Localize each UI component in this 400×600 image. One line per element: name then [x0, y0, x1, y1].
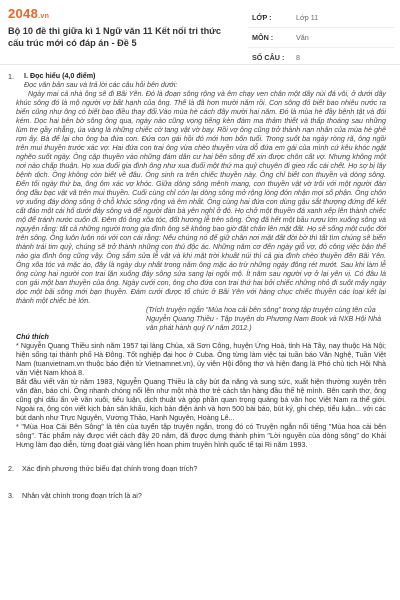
meta-value: Văn: [296, 33, 309, 42]
meta-table: [248, 8, 394, 67]
logo-main: 2048: [8, 6, 39, 21]
document-title: Bộ 10 đề thi giữa kì 1 Ngữ văn 11 Kết nối tri thức cấu trúc mới có đáp án - Đề 5: [8, 26, 221, 48]
passage-source: (Trích truyện ngắn “Mùa hoa cải bên sông” trong tập truyện cùng tên của Nguyễn Quang Thiều - Tập truyện do Phương Nam Book và NXB Hội Nhà văn phát hành quý IV năm 2012.): [146, 306, 382, 332]
meta-row-subject: [248, 28, 394, 48]
site-logo[interactable]: [8, 6, 49, 21]
question-text: Xác định phương thức biểu đạt chính trong đoạn trích?: [22, 464, 198, 473]
meta-value: Lớp 11: [296, 13, 319, 22]
question-item: [0, 72, 400, 450]
question-item: [0, 464, 400, 473]
question-item: [0, 491, 400, 500]
question-list: [0, 72, 400, 500]
note-paragraph: Bắt đầu viết văn từ năm 1983, Nguyễn Quang Thiều là cây bút đa năng và sung sức, xuất hiện thường xuyên trên văn đàn, báo chí. Ông nhanh chóng nổi lên như một nhà thơ trẻ cách tân hàng đầu thế hệ mình. Bên cạnh thơ, ông cũng ghi dấu ấn về văn xuôi, tiểu luận, dịch thuật và góp phần quan trọng quảng bá văn học Việt Nam ra thế giới. Ngoài ra, ông còn viết kịch bản sân khấu, kịch bản điện ảnh và hơn 500 bài báo, bút ký, ghi chép, tiểu luận... với các bút danh như Trực Nguyên, Vương Thảo, Hạnh Nguyên, Hoàng Lê...: [16, 378, 386, 422]
note-paragraph: * "Mùa Hoa Cải Bên Sông" là tên của tuyển tập truyện ngắn, trong đó có Truyện ngắn nổi tiếng "Mùa hoa cải bên sông". Tác phẩm này được viết cách đây 20 năm, đã được dựng thành phim "Lời nguyền của dòng sông" do Khải Hưng làm đạo diễn, từng đoạt giải vàng liên hoan phim truyền hình quốc tế tại Ri năm 1993.: [16, 423, 386, 449]
meta-value: 8: [296, 53, 300, 62]
meta-key: LỚP :: [252, 13, 272, 22]
meta-key: MÔN :: [252, 33, 274, 42]
meta-row-count: [248, 48, 394, 67]
section-title: I. Đọc hiểu (4,0 điểm): [24, 72, 96, 80]
instruction: Đọc văn bản sau và trả lời các câu hỏi bên dưới:: [24, 81, 178, 89]
question-number: 2.: [8, 464, 14, 473]
meta-row-class: [248, 8, 394, 28]
question-text: Nhân vật chính trong đoạn trích là ai?: [22, 491, 142, 500]
logo-suffix: .vn: [38, 13, 50, 20]
page-header: [0, 0, 400, 65]
notes-title: Chú thích: [16, 333, 49, 341]
passage-paragraph: Ngày mai cả nhà ông sẽ đi Bãi Yên. Đó là đoạn sông rộng và êm chạy ven chân một dãy núi đá vôi, ở dưới dãy khúc sông đó là mộ người vợ bất hạnh của ông. Thế là đã hơn mười năm rồi. Con sông đỏ biết bao nhiêu nước ra biển cũng như ông có biết bao điều thay đổi.Vào mùa hè cách đây mười hai năm. Đó là mùa hè đầy bệnh tật và đói kém. Dọc hai bên bờ sông ông qua, ngày nào cũng vọng tiếng kèn đám ma thảm thiết và thấp thoáng sau những lùm tre gầy nhẵng, úa vàng là những chiếc cờ tang vật vờ bay. Rồi vợ ông cũng trở thành nạn nhân của mùa hè ghê rợn ấy. Bà để lại cho ông ba đứa con. Đứa con gái hồi đó mới hơn bốn tuổi. Trong suốt ba ngày ròng rã, ông ngồi trên mui thuyền trước xác vợ. Hai đứa con trai ông vừa chèo thuyền vừa dỗ đứa em gái của mình cứ kêu khóc ngặt nghẽo suốt ngày. Ông cặp thuyền vào những đám dân cư hai bên sông để xin được chôn cất vợ. Nhưng không một nơi nào chấp thuận. Họ xua đuổi gia đình ông như xua đuổi một thứ ma quỷ chuyên đi gieo rắc cái chết. Họ sợ bị lây bệnh dịch. Ông không còn biết về đâu. Ông sinh ra trên chiếc thuyền này. Ông chỉ biết con thuyền và dòng sông. Đến tối ngày thứ ba, ông ôm xác vợ khóc. Giữa dòng sông mênh mang, con thuyền vật vờ trôi với một người đàn ông đầu bạc vật vã trên mui thuyền. Cuối cùng chỉ còn lại dòng sông mở rộng lòng đón nhận mọi số phận. Ông chôn vợ xuống đáy dòng sông ở chỗ khúc sông rộng và êm nhất. Ông cùng hai đứa con dùng gậu sắt thượng đứng để kết cất đáo một cái hố dưới đáy sông và để người đàn bà yên nghỉ ở đó. Họ chở một thuyền đá xanh xếp lên thành chiếc mộ để tránh nước cuốn đi. Đêm đó ông xõa tóc, đốt hương lễ trên sông. Ông đã hết một bầu rượu lớn xuống sông và nguyện rằng: tất cả những người trong gia đình ông sẽ không bao giờ đặt chân lên mặt đất. Họ sẽ sống một cuộc đời trên sông. Ông luôn luôn nói với con cái rằng: Nếu chúng nó để giữ chân nơi mặt đất đời bờ thì tất tìm chúng sẽ biến thành trái tim quỷ, chúng sẽ trở thành những con thú độc ác. Những năm cơ đến ngày giỗ vợ, đó công việc bận thể nào gia đình ông cũng vậy. Ông sắm sửa lễ vật và khi mặt trời khuất núi thì cả gia đình chèo thuyền đến Bãi Yên. Ông xõa tóc và mặc áo, đây là ngày duy nhất trong năm ông mặc áo trừ những ngày đông rét mướt. Sau khi làm lễ ông cùng hai người con trai lặn xuống đáy sông sửa sang lại ngôi mộ. Ít năm sau người vợ ở lại yên vị. Có đâu là con gái một ban thuyền của ông. Ngày cưới con, ông cho đứa con trai thứ hai bởi chiếc những nhỏ đi suốt mấy ngày dọc một bãi sông mới bạn thuyền. Đám cưới được tổ chức ở Bãi Yên với hàng chục chiếc thuyền các loại kết lại thành một chiếc bè lớn.: [16, 90, 386, 305]
meta-key: SỐ CÂU :: [252, 53, 285, 62]
question-number: 3.: [8, 491, 14, 500]
note-paragraph: * Nguyễn Quang Thiều sinh năm 1957 tại làng Chùa, xã Sơn Công, huyện Ứng Hoà, tỉnh Hà Tây, nay thuộc Hà Nội; hiện sống tại thành phố Hà Đông. Tốt nghiệp đại học ở Cuba. Ông từng làm việc tại tuần báo Văn Nghệ, Tuần Việt Nam (tuanvietnam.vn thuộc báo điện tử Vietnamnet.vn), ủy viên Hội đồng thơ và hiện đang là Phó chủ tịch Hội Nhà văn Việt Nam khoá 8.: [16, 342, 386, 377]
question-number: 1.: [8, 72, 14, 81]
